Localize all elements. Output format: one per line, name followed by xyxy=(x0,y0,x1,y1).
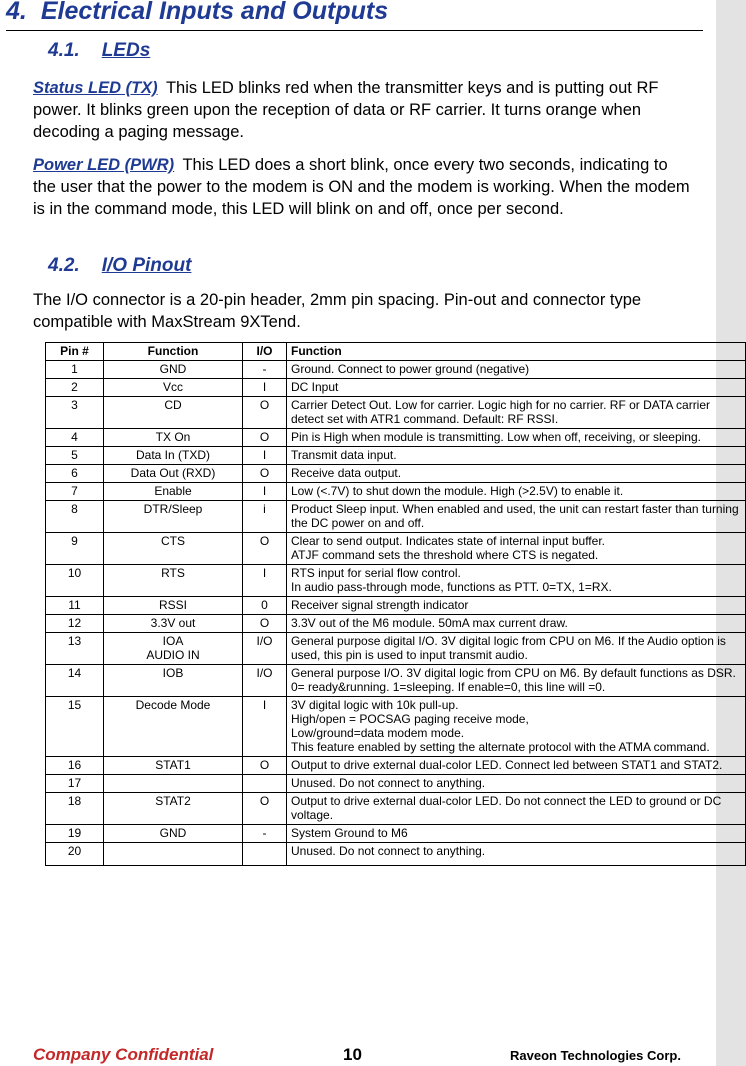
function-cell: IOB xyxy=(104,665,243,697)
description-cell: System Ground to M6 xyxy=(287,825,746,843)
description-cell: Output to drive external dual-color LED. Connect led between STAT1 and STAT2. xyxy=(287,757,746,775)
function-cell: TX On xyxy=(104,429,243,447)
subsection-number: 4.1. xyxy=(48,40,80,61)
section-title: Electrical Inputs and Outputs xyxy=(40,0,389,25)
subsection-number: 4.2. xyxy=(48,255,80,276)
io-cell: i xyxy=(243,501,287,533)
io-cell: I xyxy=(243,565,287,597)
io-cell: O xyxy=(243,465,287,483)
pin-cell: 8 xyxy=(46,501,104,533)
table-row xyxy=(46,825,746,843)
pin-cell: 19 xyxy=(46,825,104,843)
io-cell: O xyxy=(243,533,287,565)
pin-cell: 2 xyxy=(46,379,104,397)
pin-cell: 1 xyxy=(46,361,104,379)
table-row xyxy=(46,429,746,447)
pin-cell: 13 xyxy=(46,633,104,665)
table-row xyxy=(46,447,746,465)
section-number: 4. xyxy=(6,0,27,25)
io-cell xyxy=(243,775,287,793)
pin-cell: 4 xyxy=(46,429,104,447)
description-cell: Product Sleep input. When enabled and used, the unit can restart faster than turning the DC power on and off. xyxy=(287,501,746,533)
subsection-title: I/O Pinout xyxy=(101,255,192,276)
power-led-text: This LED does a short blink, once every two seconds, indicating to the user that the power to the modem is ON and the modem is working. When the modem is in the command mode, this LED will blink on and off, once per second. xyxy=(33,156,690,218)
function-cell: DTR/Sleep xyxy=(104,501,243,533)
description-cell: 3V digital logic with 10k pull-up. High/open = POCSAG paging receive mode, Low/ground=data modem mode. This feature enabled by setting the alternate protocol with the ATMA command. xyxy=(287,697,746,757)
description-cell: DC Input xyxy=(287,379,746,397)
pin-cell: 14 xyxy=(46,665,104,697)
function-cell: STAT1 xyxy=(104,757,243,775)
pin-cell: 12 xyxy=(46,615,104,633)
table-row xyxy=(46,361,746,379)
function-cell: Enable xyxy=(104,483,243,501)
function-cell: Data In (TXD) xyxy=(104,447,243,465)
table-row xyxy=(46,793,746,825)
table-header-row xyxy=(46,343,746,361)
description-cell: General purpose I/O. 3V digital logic from CPU on M6. By default functions as DSR. 0= ready&running. 1=sleeping. If enable=0, this line will =0. xyxy=(287,665,746,697)
subsection-title: LEDs xyxy=(101,40,151,61)
function-cell: IOA AUDIO IN xyxy=(104,633,243,665)
io-cell: I xyxy=(243,447,287,465)
pin-cell: 3 xyxy=(46,397,104,429)
pin-cell: 17 xyxy=(46,775,104,793)
description-cell: RTS input for serial flow control. In audio pass-through mode, functions as PTT. 0=TX, 1=RX. xyxy=(287,565,746,597)
pin-cell: 20 xyxy=(46,843,104,866)
io-cell: O xyxy=(243,615,287,633)
io-cell xyxy=(243,843,287,866)
function-cell: RSSI xyxy=(104,597,243,615)
io-cell: - xyxy=(243,361,287,379)
description-cell: Ground. Connect to power ground (negative) xyxy=(287,361,746,379)
table-row xyxy=(46,597,746,615)
table-row xyxy=(46,379,746,397)
footer-confidential: Company Confidential xyxy=(33,1045,214,1064)
function-cell: Data Out (RXD) xyxy=(104,465,243,483)
table-row xyxy=(46,565,746,597)
function-cell: STAT2 xyxy=(104,793,243,825)
table-row xyxy=(46,843,746,866)
table-row xyxy=(46,465,746,483)
io-cell: I/O xyxy=(243,633,287,665)
io-cell: O xyxy=(243,429,287,447)
pin-cell: 15 xyxy=(46,697,104,757)
description-cell: 3.3V out of the M6 module. 50mA max current draw. xyxy=(287,615,746,633)
io-cell: I xyxy=(243,379,287,397)
status-led-text: This LED blinks red when the transmitter keys and is putting out RF power. It blinks green upon the reception of data or RF carrier. It turns orange when decoding a paging message. xyxy=(33,79,659,141)
description-cell: Unused. Do not connect to anything. xyxy=(287,843,746,866)
subsection-heading-pinout xyxy=(48,255,191,277)
heading-rule xyxy=(6,30,703,31)
description-cell: Carrier Detect Out. Low for carrier. Logic high for no carrier. RF or DATA carrier detect set with ATR1 command. Default: RF RSSI. xyxy=(287,397,746,429)
header-io: I/O xyxy=(243,343,287,361)
function-cell: CD xyxy=(104,397,243,429)
table-row xyxy=(46,757,746,775)
description-cell: Unused. Do not connect to anything. xyxy=(287,775,746,793)
pin-cell: 7 xyxy=(46,483,104,501)
footer-page-number: 10 xyxy=(343,1045,362,1064)
table-row xyxy=(46,665,746,697)
function-cell xyxy=(104,775,243,793)
header-function: Function xyxy=(104,343,243,361)
pin-cell: 9 xyxy=(46,533,104,565)
io-cell: 0 xyxy=(243,597,287,615)
table-row xyxy=(46,483,746,501)
table-row xyxy=(46,501,746,533)
table-row xyxy=(46,775,746,793)
function-cell: RTS xyxy=(104,565,243,597)
description-cell: Clear to send output. Indicates state of internal input buffer. ATJF command sets the threshold where CTS is negated. xyxy=(287,533,746,565)
pin-cell: 11 xyxy=(46,597,104,615)
function-cell: GND xyxy=(104,825,243,843)
description-cell: General purpose digital I/O. 3V digital logic from CPU on M6. If the Audio option is used, this pin is used to input transmit audio. xyxy=(287,633,746,665)
io-cell: - xyxy=(243,825,287,843)
table-row xyxy=(46,633,746,665)
section-heading xyxy=(6,0,388,26)
header-pin: Pin # xyxy=(46,343,104,361)
status-led-label: Status LED (TX) xyxy=(33,79,158,97)
io-cell: I xyxy=(243,483,287,501)
status-led-paragraph xyxy=(33,77,693,143)
function-cell: 3.3V out xyxy=(104,615,243,633)
function-cell: CTS xyxy=(104,533,243,565)
table-row xyxy=(46,615,746,633)
io-cell: O xyxy=(243,757,287,775)
pinout-intro: The I/O connector is a 20-pin header, 2mm pin spacing. Pin-out and connector type compatible with MaxStream 9XTend. xyxy=(33,291,642,331)
io-cell: I xyxy=(243,697,287,757)
pin-cell: 5 xyxy=(46,447,104,465)
table-row xyxy=(46,533,746,565)
pinout-table xyxy=(45,342,746,866)
power-led-paragraph xyxy=(33,154,693,220)
table-row xyxy=(46,397,746,429)
description-cell: Receiver signal strength indicator xyxy=(287,597,746,615)
description-cell: Low (<.7V) to shut down the module. High (>2.5V) to enable it. xyxy=(287,483,746,501)
table-row xyxy=(46,697,746,757)
pin-cell: 16 xyxy=(46,757,104,775)
description-cell: Output to drive external dual-color LED. Do not connect the LED to ground or DC voltage. xyxy=(287,793,746,825)
pin-cell: 6 xyxy=(46,465,104,483)
description-cell: Receive data output. xyxy=(287,465,746,483)
subsection-heading-leds xyxy=(48,40,150,62)
function-cell: GND xyxy=(104,361,243,379)
pin-cell: 10 xyxy=(46,565,104,597)
io-cell: O xyxy=(243,793,287,825)
function-cell: Decode Mode xyxy=(104,697,243,757)
description-cell: Pin is High when module is transmitting. Low when off, receiving, or sleeping. xyxy=(287,429,746,447)
footer-company: Raveon Technologies Corp. xyxy=(510,1048,681,1063)
io-cell: I/O xyxy=(243,665,287,697)
pin-cell: 18 xyxy=(46,793,104,825)
function-cell: Vcc xyxy=(104,379,243,397)
function-cell xyxy=(104,843,243,866)
description-cell: Transmit data input. xyxy=(287,447,746,465)
power-led-label: Power LED (PWR) xyxy=(33,156,175,174)
io-cell: O xyxy=(243,397,287,429)
header-description: Function xyxy=(287,343,746,361)
